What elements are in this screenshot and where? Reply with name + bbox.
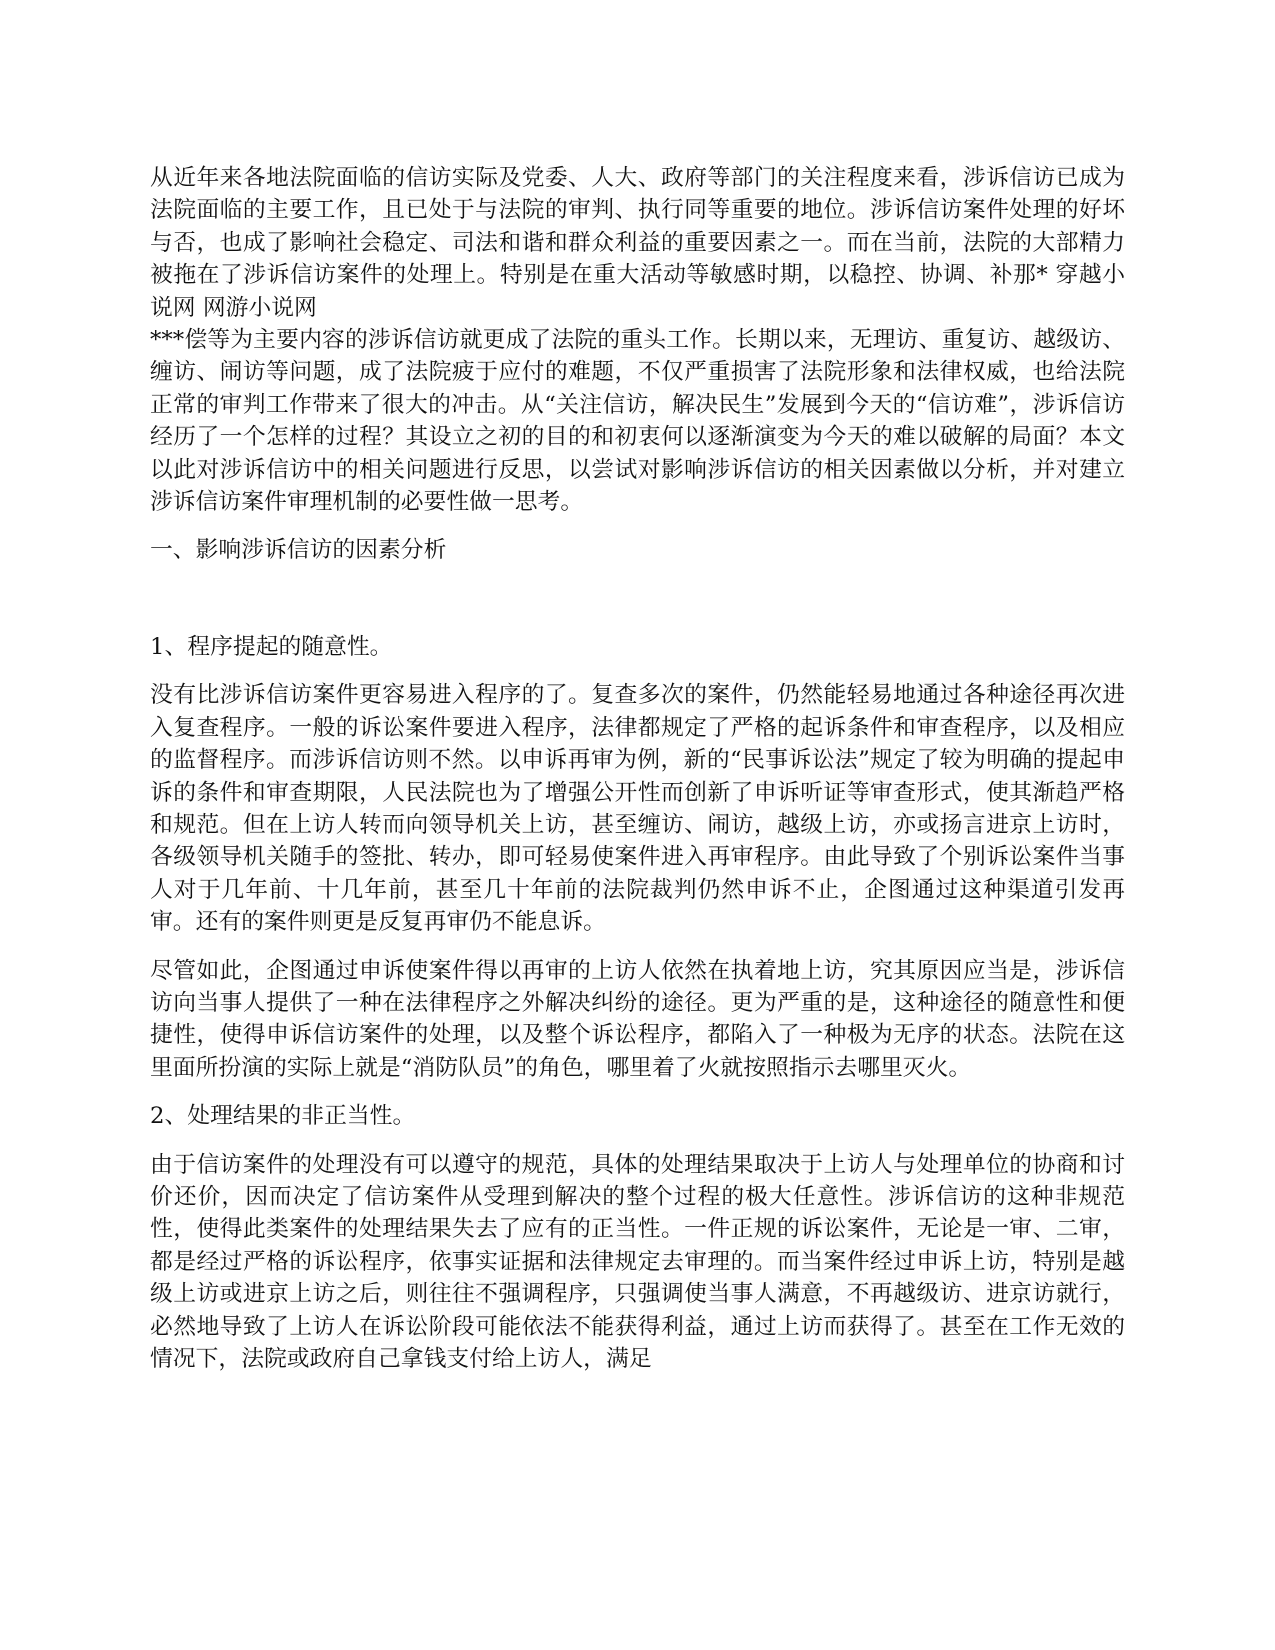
- document-page: [150, 162, 1125, 1391]
- subsection-heading-results: 2、处理结果的非正当性。: [150, 1103, 416, 1130]
- paragraph-intro: 从近年来各地法院面临的信访实际及党委、人大、政府等部门的关注程度来看，涉诉信访已成为法院面临的主要工作，且已处于与法院的审判、执行同等重要的地位。涉诉信访案件处理的好坏与否，也成了影响社会稳定、司法和谐和群众利益的重要因素之一。而在当前，法院的大部精力被拖在了涉诉信访案件的处理上。特别是在重大活动等敏感时期，以稳控、协调、补那* 穿越小说网 网游小说网: [150, 165, 1125, 321]
- section-heading-factors: 一、影响涉诉信访的因素分析: [150, 537, 447, 564]
- subsection-heading-procedure: 1、程序提起的随意性。: [150, 633, 393, 660]
- paragraph-persistence: 尽管如此，企图通过申诉使案件得以再审的上访人依然在执着地上访，究其原因应当是，涉诉信访向当事人提供了一种在法律程序之外解决纠纷的途径。更为严重的是，这种途径的随意性和便捷性，使得申诉信访案件的处理，以及整个诉讼程序，都陷入了一种极为无序的状态。法院在这里面所扮演的实际上就是“消防队员”的角色，哪里着了火就按照指示去哪里灭火。: [150, 957, 1125, 1081]
- paragraph-background: ***偿等为主要内容的涉诉信访就更成了法院的重头工作。长期以来，无理访、重复访、越级访、缠访、闹访等问题，成了法院疲于应付的难题，不仅严重损害了法院形象和法律权威，也给法院正常的审判工作带来了很大的冲击。从“关注信访，解决民生”发展到今天的“信访难”，涉诉信访经历了一个怎样的过程？其设立之初的目的和初衷何以逐渐演变为今天的难以破解的局面？本文以此对涉诉信访中的相关问题进行反思，以尝试对影响涉诉信访的相关因素做以分析，并对建立涉诉信访案件审理机制的必要性做一思考。: [150, 327, 1125, 516]
- paragraph-results: 由于信访案件的处理没有可以遵守的规范，具体的处理结果取决于上访人与处理单位的协商和讨价还价，因而决定了信访案件从受理到解决的整个过程的极大任意性。涉诉信访的这种非规范性，使得此类案件的处理结果失去了应有的正当性。一件正规的诉讼案件，无论是一审、二审，都是经过严格的诉讼程序，依事实证据和法律规定去审理的。而当案件经过申诉上访，特别是越级上访或进京上访之后，则往往不强调程序，只强调使当事人满意，不再越级访、进京访就行，必然地导致了上访人在诉讼阶段可能依法不能获得利益，通过上访而获得了。甚至在工作无效的情况下，法院或政府自己拿钱支付给上访人，满足: [150, 1151, 1125, 1372]
- paragraph-procedure: 没有比涉诉信访案件更容易进入程序的了。复查多次的案件，仍然能轻易地通过各种途径再次进入复查程序。一般的诉讼案件要进入程序，法律都规定了严格的起诉条件和审查程序，以及相应的监督程序。而涉诉信访则不然。以申诉再审为例，新的“民事诉讼法”规定了较为明确的提起申诉的条件和审查期限，人民法院也为了增强公开性而创新了申诉听证等审查形式，使其渐趋严格和规范。但在上访人转而向领导机关上访，甚至缠访、闹访，越级上访，亦或扬言进京上访时，各级领导机关随手的签批、转办，即可轻易使案件进入再审程序。由此导致了个别诉讼案件当事人对于几年前、十几年前，甚至几十年前的法院裁判仍然申诉不止，企图通过这种渠道引发再审。还有的案件则更是反复再审仍不能息诉。: [150, 682, 1125, 936]
